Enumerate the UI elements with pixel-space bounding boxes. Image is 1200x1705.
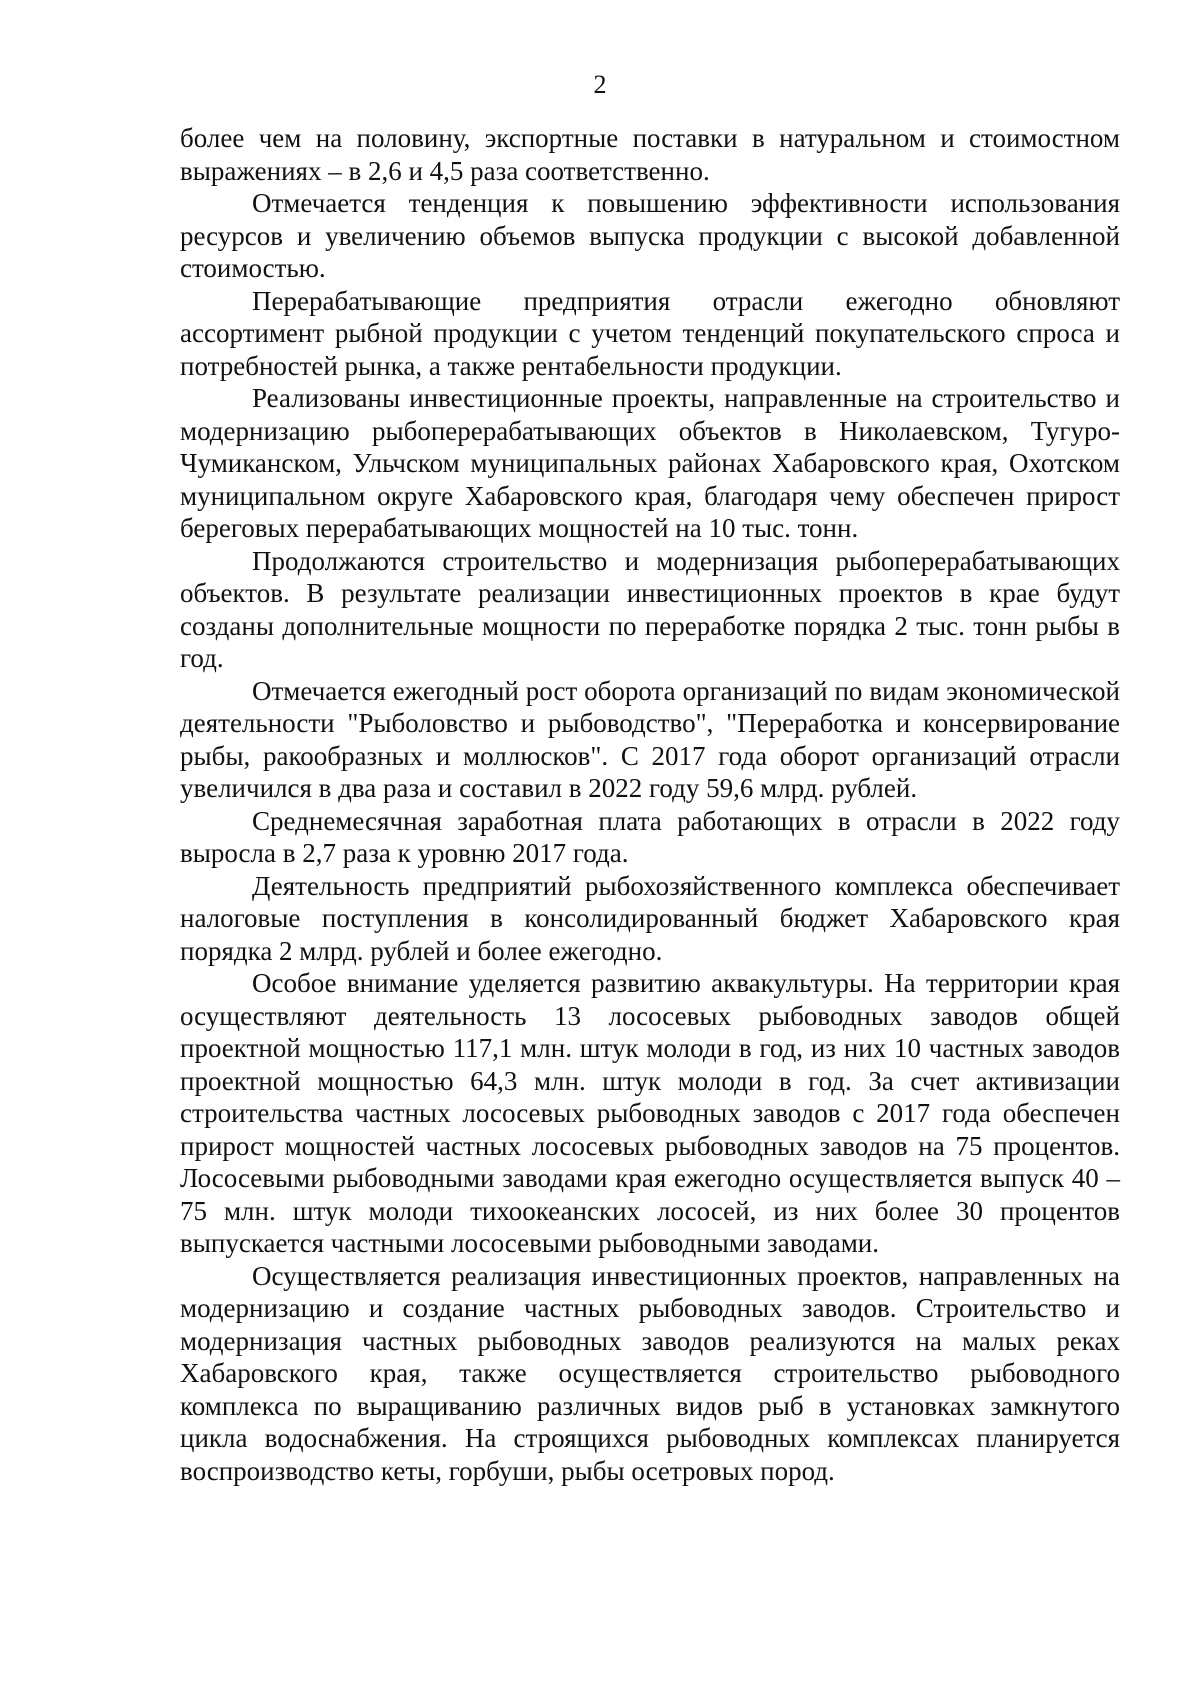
paragraph-efficiency-trend: Отмечается тенденция к повышению эффективности использования ресурсов и увеличению объемов выпуска продукции с высокой добавленной стоимостью.: [180, 188, 1120, 283]
page-number: 2: [593, 70, 607, 99]
paragraph-ongoing-construction: Продолжаются строительство и модернизация рыбоперерабатывающих объектов. В результате реализации инвестиционных проектов в крае будут созданы дополнительные мощности по переработке порядка 2 тыс. тонн рыбы в год.: [180, 545, 1120, 673]
paragraph-fish-hatcheries: Осуществляется реализация инвестиционных проектов, направленных на модернизацию и создание частных рыбоводных заводов. Строительство и модернизация частных рыбоводных заводов реализуются на малых реках Хабаровского края, также осуществляется строительство рыбоводного комплекса по выращиванию различных видов рыб в установках замкнутого цикла водоснабжения. На строящихся рыбоводных комплексах планируется воспроизводство кеты, горбуши, рыбы осетровых пород.: [180, 1260, 1120, 1486]
paragraph-product-assortment: Перерабатывающие предприятия отрасли ежегодно обновляют ассортимент рыбной продукции с учетом тенденций покупательского спроса и потребностей рынка, а также рентабельности продукции.: [180, 285, 1120, 381]
paragraph-export-supplies: более чем на половину, экспортные поставки в натуральном и стоимостном выражениях – в 2,6 и 4,5 раза соответственно.: [180, 123, 1120, 186]
document-body: [180, 122, 1120, 1487]
paragraph-average-salary: Среднемесячная заработная плата работающих в отрасли в 2022 году выросла в 2,7 раза к уровню 2017 года.: [180, 805, 1120, 868]
paragraph-turnover-growth: Отмечается ежегодный рост оборота организаций по видам экономической деятельности "Рыболовство и рыбоводство", "Переработка и консервирование рыбы, ракообразных и моллюсков". С 2017 года оборот организаций отрасли увеличился в два раза и составил в 2022 году 59,6 млрд. рублей.: [180, 675, 1120, 803]
paragraph-aquaculture: Особое внимание уделяется развитию аквакультуры. На территории края осуществляют деятельность 13 лососевых рыбоводных заводов общей проектной мощностью 117,1 млн. штук молоди в год, из них 10 частных заводов проектной мощностью 64,3 млн. штук молоди в год. За счет активизации строительства частных лососевых рыбоводных заводов с 2017 года обеспечен прирост мощностей частных лососевых рыбоводных заводов на 75 процентов. Лососевыми рыбоводными заводами края ежегодно осуществляется выпуск 40 – 75 млн. штук молоди тихоокеанских лососей, из них более 30 процентов выпускается частными лососевыми рыбоводными заводами.: [180, 968, 1120, 1258]
paragraph-investment-projects: Реализованы инвестиционные проекты, направленные на строительство и модернизацию рыбоперерабатывающих объектов в Николаевском, Тугуро-Чумиканском, Ульчском муниципальных районах Хабаровского края, Охотском муниципальном округе Хабаровского края, благодаря чему обеспечен прирост береговых перерабатывающих мощностей на 10 тыс. тонн.: [180, 383, 1120, 543]
paragraph-tax-revenue: Деятельность предприятий рыбохозяйственного комплекса обеспечивает налоговые поступления в консолидированный бюджет Хабаровского края порядка 2 млрд. рублей и более ежегодно.: [180, 870, 1120, 966]
